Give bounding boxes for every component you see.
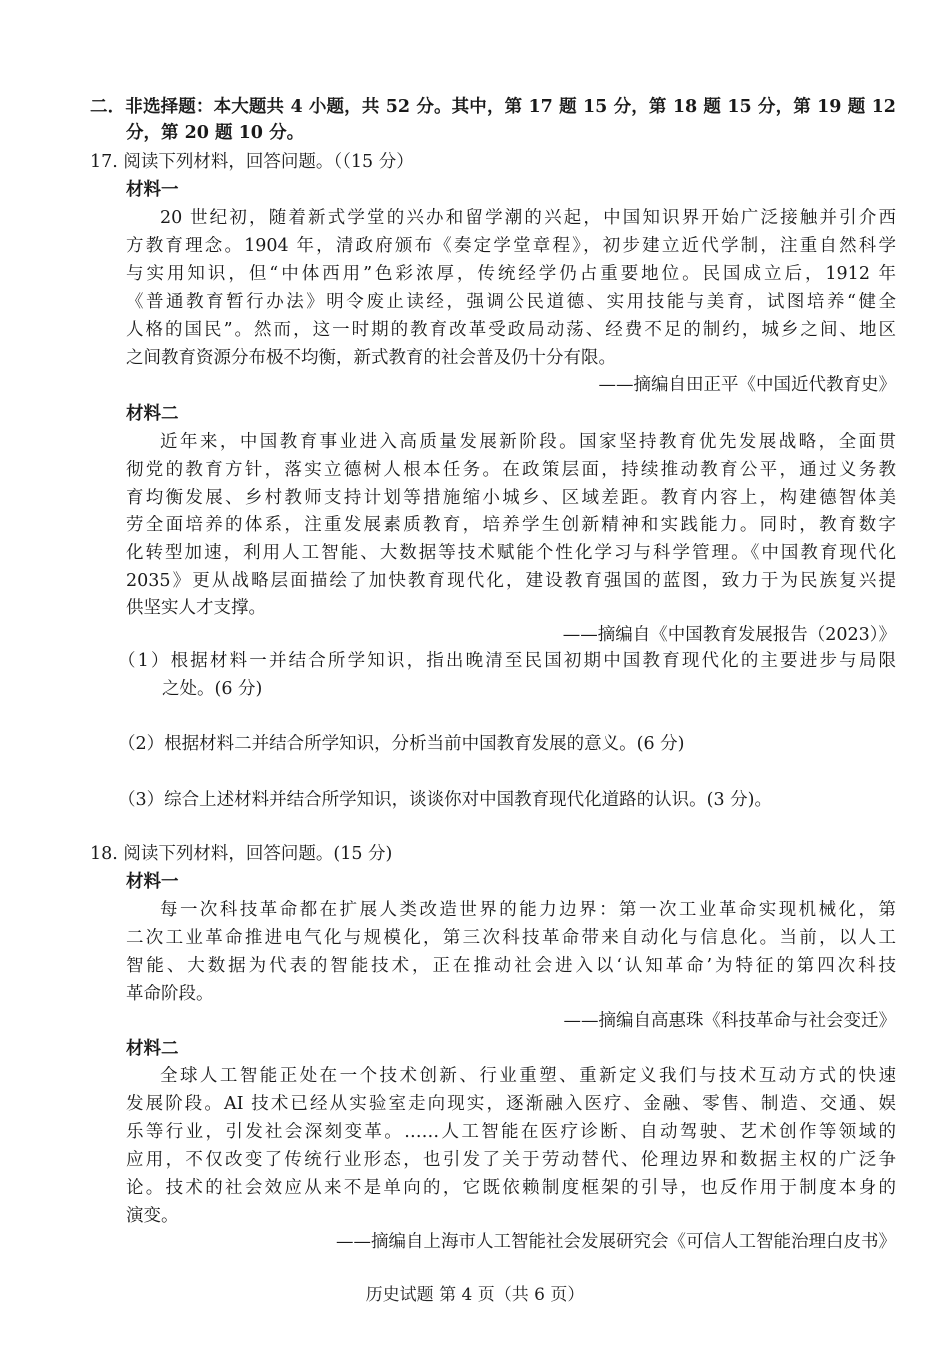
q17-m1-line: 与实用知识，但“中体西用”色彩浓厚，传统经学仍占重要地位。民国成立后，1912 年 [126, 264, 896, 284]
q18-m1-line: 每一次科技革命都在扩展人类改造世界的能力边界：第一次工业革命实现机械化，第 [160, 900, 896, 920]
q17-m2-line: 2035》更从战略层面描绘了加快教育现代化，建设教育强国的蓝图，致力于为民族复兴提 [126, 571, 896, 591]
q18-title: 18. 阅读下列材料，回答问题。(15 分) [90, 844, 393, 864]
q17-m1-line: 方教育理念。1904 年，清政府颁布《奏定学堂章程》，初步建立近代学制，注重自然科学 [126, 236, 896, 256]
q17-m2-line: 近年来，中国教育事业进入高质量发展新阶段。国家坚持教育优先发展战略，全面贯 [160, 432, 896, 452]
q17-m2-line: 供坚实人才支撑。 [126, 598, 266, 618]
q18-m1-line: 革命阶段。 [126, 984, 214, 1004]
q18-m2-line: 乐等行业，引发社会深刻变革。……人工智能在医疗诊断、自动驾驶、艺术创作等领域的 [126, 1122, 896, 1142]
q18-m2-line: 应用，不仅改变了传统行业形态，也引发了关于劳动替代、伦理边界和数据主权的广泛争 [126, 1150, 896, 1170]
page-footer: 历史试题 第 4 页（共 6 页） [365, 1285, 585, 1305]
q18-m1-source: ——摘编自高惠珠《科技革命与社会变迁》 [563, 1011, 896, 1031]
q18-m2-line: 演变。 [126, 1206, 179, 1226]
q17-m2-line: 劳全面培养的体系，注重发展素质教育，培养学生创新精神和实践能力。同时，教育数字 [126, 515, 896, 535]
q17-m2-line: 化转型加速，利用人工智能、大数据等技术赋能个性化学习与科学管理。《中国教育现代化 [126, 543, 896, 563]
q18-m2-line: 论。技术的社会效应从来不是单向的，它既依赖制度框架的引导，也反作用于制度本身的 [126, 1178, 896, 1198]
q17-subquestion-2: （2）根据材料二并结合所学知识，分析当前中国教育发展的意义。(6 分) [118, 734, 685, 754]
q17-m2-line: 育均衡发展、乡村教师支持计划等措施缩小城乡、区域差距。教育内容上，构建德智体美 [126, 488, 896, 508]
q17-title: 17. 阅读下列材料，回答问题。（（15 分） [90, 152, 414, 172]
q18-material1-label: 材料一 [126, 872, 179, 892]
section-header-line1: 二．非选择题：本大题共 4 小题，共 52 分。其中，第 17 题 15 分，第 18 题 15 分，第 19 题 12 [90, 97, 896, 117]
q17-subquestion-3: （3）综合上述材料并结合所学知识，谈谈你对中国教育现代化道路的认识。(3 分)。 [118, 790, 772, 810]
q17-m2-source: ——摘编自《中国教育发展报告（2023）》 [562, 625, 896, 645]
q17-m1-line: 20 世纪初，随着新式学堂的兴办和留学潮的兴起，中国知识界开始广泛接触并引介西 [160, 208, 896, 228]
q17-subquestion-1: （1）根据材料一并结合所学知识，指出晚清至民国初期中国教育现代化的主要进步与局限 [118, 651, 896, 671]
section-header-line2: 分，第 20 题 10 分。 [126, 123, 305, 143]
q17-m1-line: 人格的国民”。然而，这一时期的教育改革受政局动荡、经费不足的制约，城乡之间、地区 [126, 320, 896, 340]
q17-subquestion-1-cont: 之处。(6 分) [162, 679, 263, 699]
q18-m2-source: ——摘编自上海市人工智能社会发展研究会《可信人工智能治理白皮书》 [336, 1232, 896, 1252]
q17-m1-source: ——摘编自田正平《中国近代教育史》 [598, 375, 896, 395]
q18-m2-line: 发展阶段。AI 技术已经从实验室走向现实，逐渐融入医疗、金融、零售、制造、交通、娱 [126, 1094, 896, 1114]
q17-m2-line: 彻党的教育方针，落实立德树人根本任务。在政策层面，持续推动教育公平，通过义务教 [126, 460, 896, 480]
q17-m1-line: 《普通教育暂行办法》明令废止读经，强调公民道德、实用技能与美育，试图培养“健全 [126, 292, 896, 312]
q18-m2-line: 全球人工智能正处在一个技术创新、行业重塑、重新定义我们与技术互动方式的快速 [160, 1066, 896, 1086]
q18-m1-line: 智能、大数据为代表的智能技术，正在推动社会进入以‘认知革命’为特征的第四次科技 [126, 956, 896, 976]
q18-material2-label: 材料二 [126, 1039, 179, 1059]
q17-m1-line: 之间教育资源分布极不均衡，新式教育的社会普及仍十分有限。 [126, 348, 616, 368]
q18-m1-line: 二次工业革命推进电气化与规模化，第三次科技革命带来自动化与信息化。当前，以人工 [126, 928, 896, 948]
q17-material1-label: 材料一 [126, 180, 179, 200]
q17-material2-label: 材料二 [126, 404, 179, 424]
